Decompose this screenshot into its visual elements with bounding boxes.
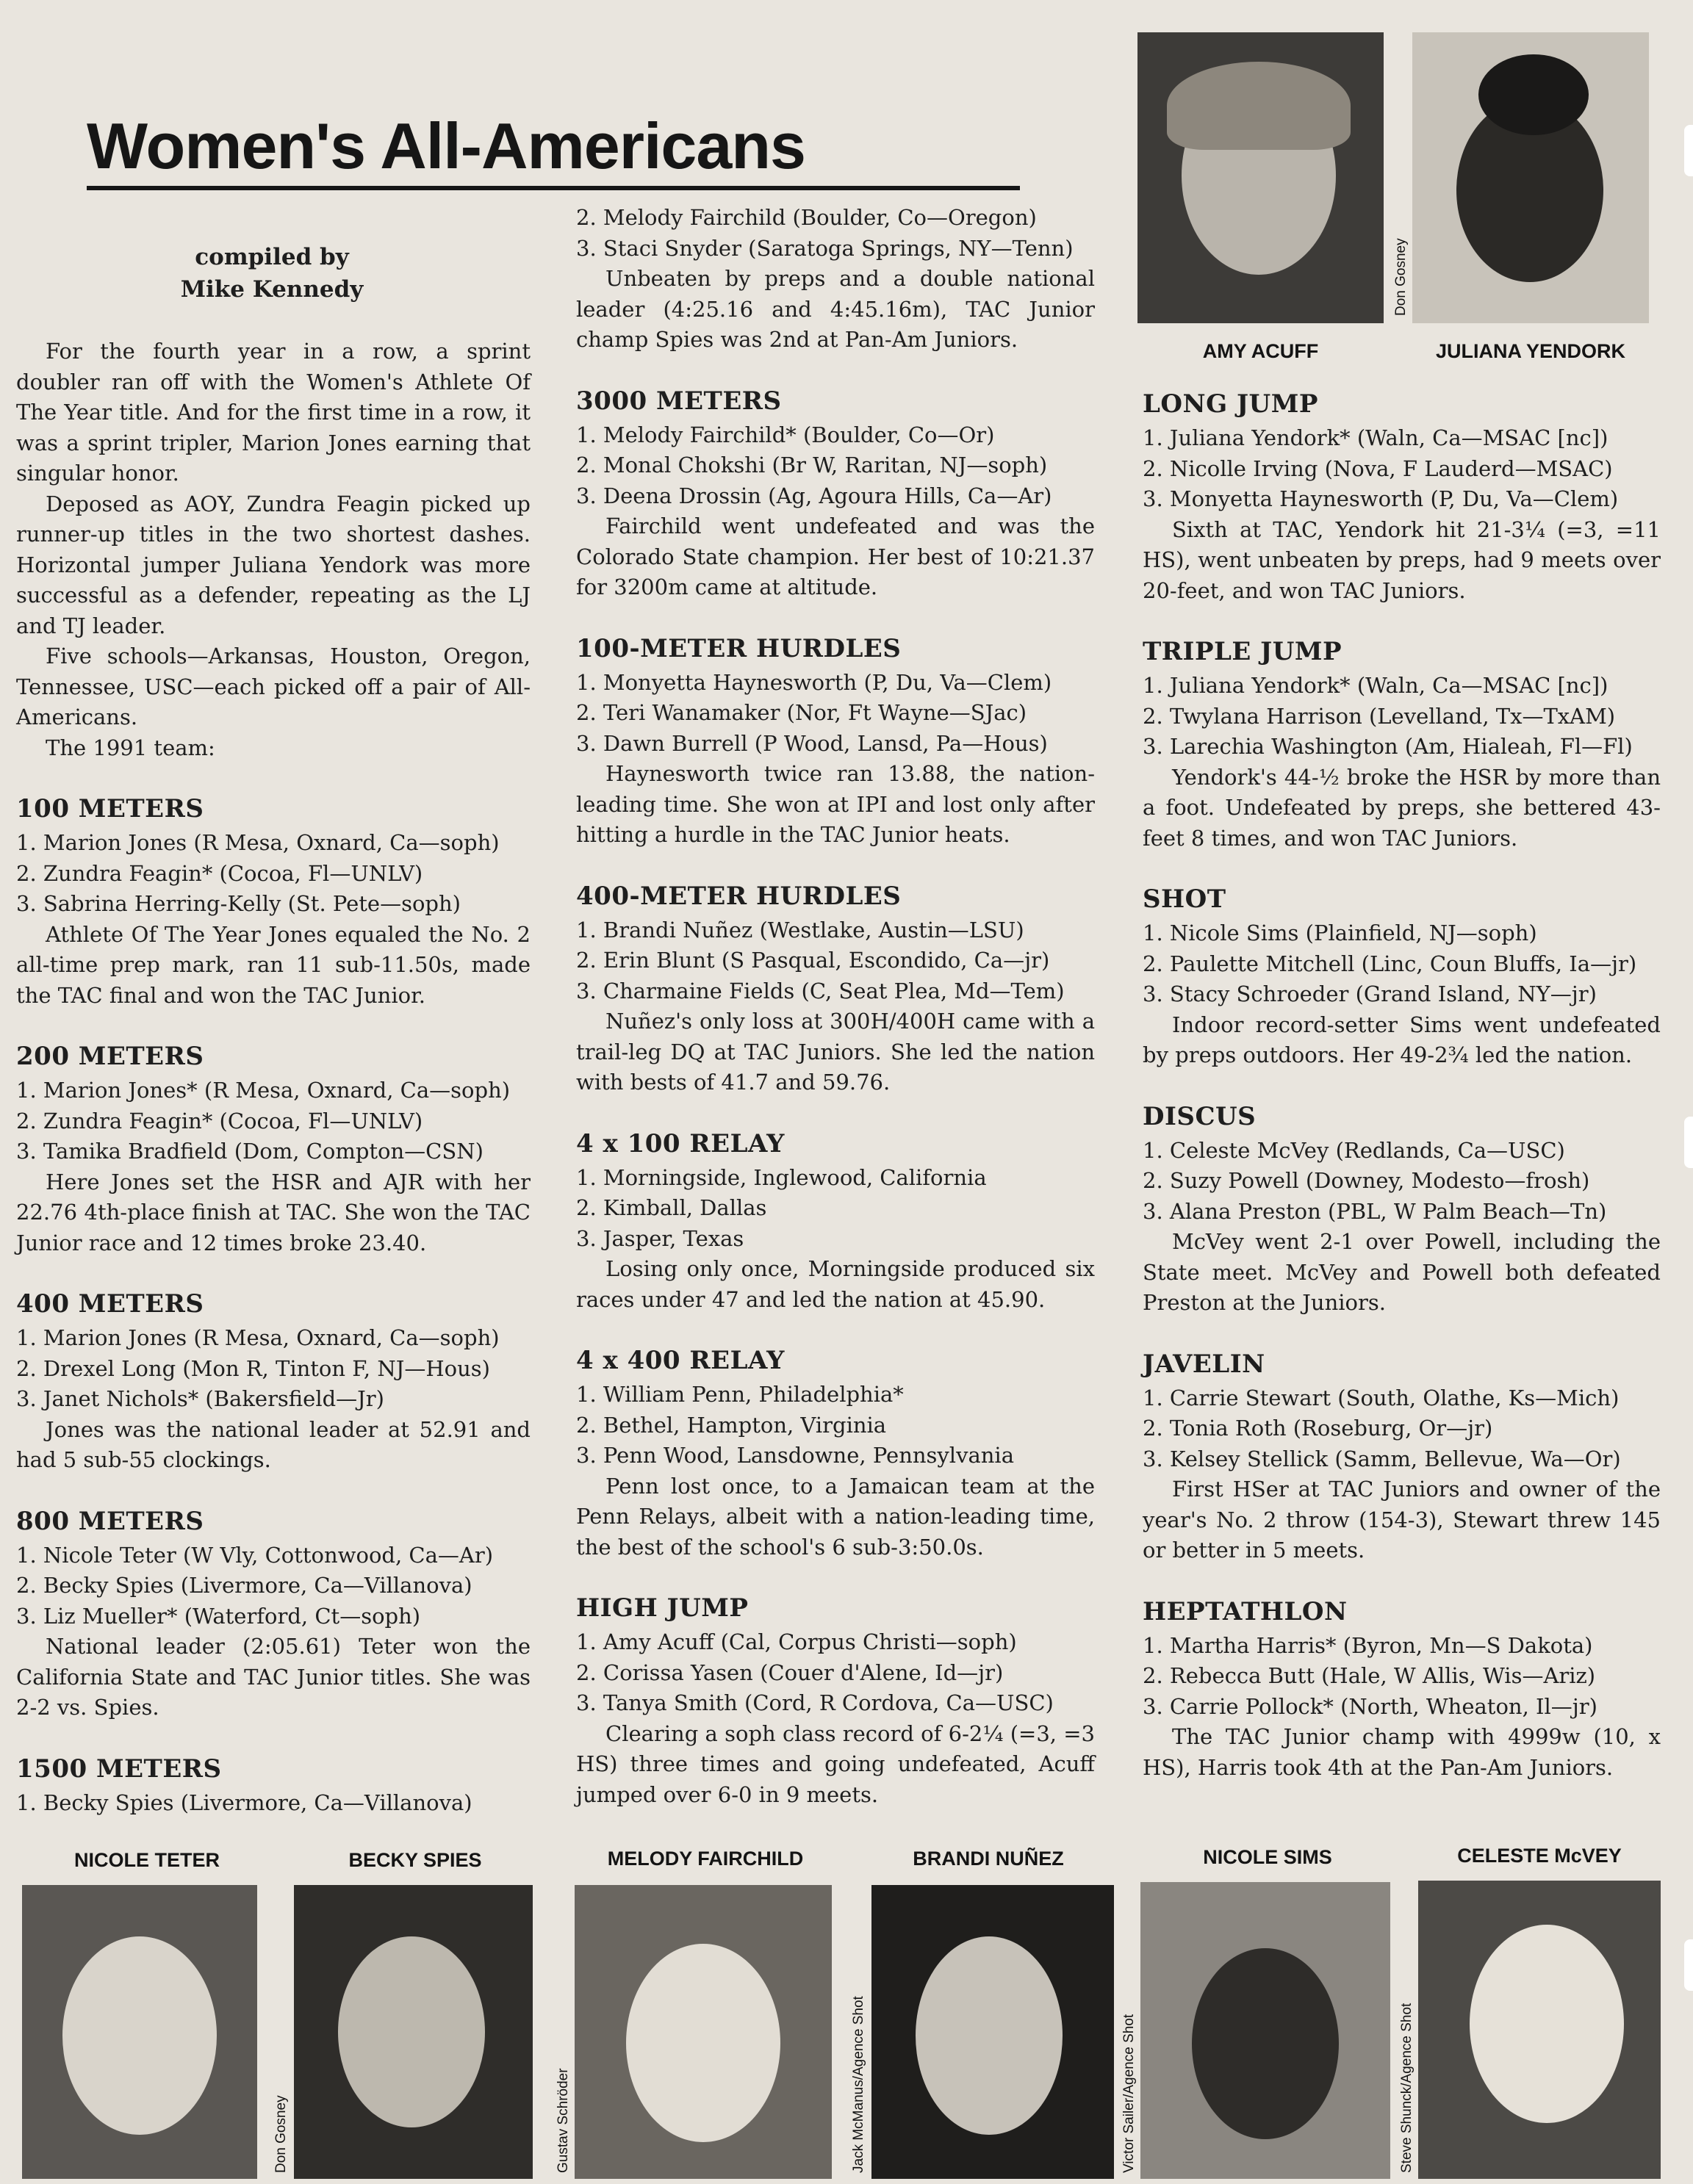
photo-nicole-teter <box>22 1885 257 2179</box>
portrait-face <box>1470 1925 1624 2123</box>
result-entry: 2. Nicolle Irving (Nova, F Lauderd—MSAC) <box>1143 455 1613 481</box>
event-note: Fairchild went undefeated and was the Colorado State champion. Her best of 10:21.37 for 3200m came at altitude. <box>576 513 1095 599</box>
caption-celeste-mcvey: CELESTE McVEY <box>1457 1845 1622 1867</box>
caption-amy-acuff: AMY ACUFF <box>1202 340 1319 362</box>
photo-credit: Steve Shunck/Agence Shot <box>1399 2003 1415 2173</box>
result-entry: 1. Marion Jones* (R Mesa, Oxnard, Ca—soph) <box>16 1078 511 1103</box>
caption-nicole-teter: NICOLE TETER <box>73 1849 220 1871</box>
event-note: Penn lost once, to a Jamaican team at the Penn Relays, albeit with a nation-leading time, the best of the school's 6 sub-3:50.0s. <box>576 1473 1095 1560</box>
caption-brandi-nunez: BRANDI NUÑEZ <box>913 1848 1064 1870</box>
result-entry: 3. Dawn Burrell (P Wood, Lansd, Pa—Hous) <box>576 730 1048 756</box>
result-entry: 1. Morningside, Inglewood, California <box>576 1164 987 1190</box>
event-discus <box>1143 1100 1661 1319</box>
intro-paragraph: Five schools—Arkansas, Houston, Oregon, Tennessee, USC—each picked off a pair of All-Americans. <box>16 644 531 729</box>
result-entry: 2. Drexel Long (Mon R, Tinton F, NJ—Hous) <box>16 1355 490 1381</box>
event-note: Here Jones set the HSR and AJR with her 22.76 4th-place finish at TAC. She won the TAC Junior race and 12 times broke 23.40. <box>16 1169 531 1255</box>
result-entry: 1. Celeste McVey (Redlands, Ca—USC) <box>1143 1137 1565 1163</box>
result-entry: 1. Juliana Yendork* (Waln, Ca—MSAC [nc]) <box>1143 673 1608 698</box>
photo-celeste-mcvey <box>1418 1881 1661 2179</box>
result-entry: 2. Zundra Feagin* (Cocoa, Fl—UNLV) <box>16 1108 423 1134</box>
event-400m <box>16 1288 531 1476</box>
event-note: Clearing a soph class record of 6-2¼ (=3, =3 HS) three times and going undefeated, Acuff jumped over 6-0 in 9 meets. <box>576 1720 1095 1807</box>
event-note: Jones was the national leader at 52.91 and had 5 sub-55 clockings. <box>16 1416 531 1472</box>
byline <box>103 241 441 306</box>
result-entry: 1. Nicole Teter (W Vly, Cottonwood, Ca—Ar) <box>16 1542 494 1568</box>
event-3000m <box>576 385 1095 603</box>
event-heading: 100 METERS <box>16 794 204 823</box>
result-entry: 1. Marion Jones (R Mesa, Oxnard, Ca—soph) <box>16 1325 500 1350</box>
intro-paragraph: For the fourth year in a row, a sprint doubler ran off with the Women's Athlete Of The Year title. And for the first time in a row, it was a sprint tripler, Marion Jones earning that singular honor. <box>16 339 531 486</box>
result-entry: 3. Alana Preston (PBL, W Palm Beach—Tn) <box>1143 1198 1607 1224</box>
portrait-hair <box>1167 62 1351 150</box>
event-note: Yendork's 44-½ broke the HSR by more than a foot. Undefeated by preps, she bettered 43-feet 8 times, and won TAC Juniors. <box>1143 764 1661 851</box>
result-entry: 3. Charmaine Fields (C, Seat Plea, Md—Tem) <box>576 978 1065 1003</box>
result-entry: 1. Amy Acuff (Cal, Corpus Christi—soph) <box>576 1629 1017 1654</box>
result-entry: 2. Tonia Roth (Roseburg, Or—jr) <box>1143 1416 1493 1441</box>
event-heading: JAVELIN <box>1143 1349 1265 1379</box>
event-heading: HIGH JUMP <box>576 1593 749 1623</box>
event-heading: DISCUS <box>1143 1101 1257 1131</box>
event-heading: 4 x 400 RELAY <box>576 1346 785 1375</box>
result-entry: 1. Marion Jones (R Mesa, Oxnard, Ca—soph) <box>16 830 500 855</box>
event-heading: SHOT <box>1143 884 1226 914</box>
photo-brandi-nunez <box>871 1885 1114 2179</box>
event-heading: 3000 METERS <box>576 386 782 416</box>
event-note: Haynesworth twice ran 13.88, the nation-leading time. She won at IPI and lost only after hitting a hurdle in the TAC Junior heats. <box>576 761 1095 847</box>
result-entry: 1. Juliana Yendork* (Waln, Ca—MSAC [nc]) <box>1143 425 1608 450</box>
event-heading: 800 METERS <box>16 1506 204 1536</box>
event-note: Athlete Of The Year Jones equaled the No. 2 all-time prep mark, ran 11 sub-11.50s, made the TAC final and won the TAC Junior. <box>16 921 531 1008</box>
result-entry: 3. Tanya Smith (Cord, R Cordova, Ca—USC) <box>576 1690 1054 1715</box>
photo-credit: Don Gosney <box>1393 238 1409 316</box>
event-long-jump <box>1143 388 1661 606</box>
result-entry: 1. Monyetta Haynesworth (P, Du, Va—Clem) <box>576 669 1052 695</box>
event-heptathlon <box>1143 1596 1661 1784</box>
byline-author: Mike Kennedy <box>180 276 364 303</box>
event-800m <box>16 1505 531 1723</box>
result-entry: 2. Rebecca Butt (Hale, W Allis, Wis—Ariz) <box>1143 1663 1596 1688</box>
result-entry: 3. Tamika Bradfield (Dom, Compton—CSN) <box>16 1139 484 1164</box>
result-entry: 3. Kelsey Stellick (Samm, Bellevue, Wa—Or) <box>1143 1446 1621 1471</box>
event-4x100-relay <box>576 1128 1095 1316</box>
photo-credit: Victor Sailer/Agence Shot <box>1121 2014 1137 2173</box>
event-triple-jump <box>1143 635 1661 854</box>
result-entry: 3. Monyetta Haynesworth (P, Du, Va—Clem) <box>1143 486 1619 511</box>
result-entry: 3. Sabrina Herring-Kelly (St. Pete—soph) <box>16 891 461 916</box>
event-1500m <box>16 1753 531 1819</box>
result-entry: 2. Melody Fairchild (Boulder, Co—Oregon) <box>576 205 1037 230</box>
photo-melody-fairchild <box>575 1885 832 2179</box>
event-heading: 400 METERS <box>16 1289 204 1319</box>
event-heading: HEPTATHLON <box>1143 1596 1348 1626</box>
event-400m-hurdles <box>576 880 1095 1098</box>
result-entry: 1. Nicole Sims (Plainfield, NJ—soph) <box>1143 920 1537 945</box>
event-heading: 4 x 100 RELAY <box>576 1128 785 1158</box>
result-entry: 1. Martha Harris* (Byron, Mn—S Dakota) <box>1143 1632 1593 1658</box>
portrait-hair <box>1478 54 1589 135</box>
result-entry: 2. Becky Spies (Livermore, Ca—Villanova) <box>16 1573 472 1598</box>
event-100m <box>16 793 531 1011</box>
event-high-jump <box>576 1592 1095 1810</box>
intro-paragraph: Deposed as AOY, Zundra Feagin picked up runner-up titles in the two shortest dashes. Horizontal jumper Juliana Yendork was more successful as a defender, repeating as the LJ and TJ leader. <box>16 491 531 638</box>
event-heading: 400-METER HURDLES <box>576 881 902 911</box>
photo-juliana-yendork <box>1412 32 1649 323</box>
byline-label: compiled by <box>195 244 349 270</box>
event-heading: TRIPLE JUMP <box>1143 637 1342 666</box>
result-entry: 2. Paulette Mitchell (Linc, Coun Bluffs, Ia—jr) <box>1143 951 1637 976</box>
event-heading: LONG JUMP <box>1143 389 1318 419</box>
result-entry: 1. Brandi Nuñez (Westlake, Austin—LSU) <box>576 917 1024 943</box>
caption-juliana-yendork: JULIANA YENDORK <box>1435 340 1626 362</box>
event-note: Nuñez's only loss at 300H/400H came with a trail-leg DQ at TAC Juniors. She led the nation with bests of 41.7 and 59.76. <box>576 1009 1095 1095</box>
event-4x400-relay <box>576 1344 1095 1563</box>
result-entry: 3. Penn Wood, Lansdowne, Pennsylvania <box>576 1443 1015 1468</box>
result-entry: 1. William Penn, Philadelphia* <box>576 1382 904 1407</box>
result-entry: 3. Deena Drossin (Ag, Agoura Hills, Ca—Ar) <box>576 483 1052 508</box>
result-entry: 3. Janet Nichols* (Bakersfield—Jr) <box>16 1386 384 1411</box>
photo-amy-acuff <box>1137 32 1384 323</box>
photo-becky-spies <box>294 1885 533 2179</box>
event-note: Indoor record-setter Sims went undefeated by preps outdoors. Her 49-2¾ led the nation. <box>1143 1012 1661 1067</box>
result-entry: 2. Bethel, Hampton, Virginia <box>576 1412 887 1438</box>
photo-credit: Don Gosney <box>273 2095 289 2173</box>
result-entry: 1. Carrie Stewart (South, Olathe, Ks—Mich) <box>1143 1385 1620 1410</box>
photo-credit: Jack McManus/Agence Shot <box>851 1996 866 2173</box>
result-entry: 3. Staci Snyder (Saratoga Springs, NY—Tenn) <box>576 235 1074 261</box>
event-200m <box>16 1040 531 1258</box>
event-note: Unbeaten by preps and a double national leader (4:25.16 and 4:45.16m), TAC Junior champ Spies was 2nd at Pan-Am Juniors. <box>576 266 1095 352</box>
result-entry: 1. Melody Fairchild* (Boulder, Co—Or) <box>576 422 995 447</box>
result-entry: 2. Zundra Feagin* (Cocoa, Fl—UNLV) <box>16 860 423 886</box>
event-note: National leader (2:05.61) Teter won the California State and TAC Junior titles. She was 2-2 vs. Spies. <box>16 1634 531 1720</box>
event-100m-hurdles <box>576 633 1095 851</box>
portrait-face <box>338 1936 485 2127</box>
event-note: Losing only once, Morningside produced six races under 47 and led the nation at 45.90. <box>576 1256 1095 1312</box>
event-shot <box>1143 883 1661 1071</box>
column-2 <box>576 203 1095 1810</box>
result-entry: 3. Jasper, Texas <box>576 1225 744 1251</box>
result-entry: 2. Suzy Powell (Downey, Modesto—frosh) <box>1143 1168 1590 1193</box>
event-note: The TAC Junior champ with 4999w (10, x HS), Harris took 4th at the Pan-Am Juniors. <box>1143 1724 1661 1780</box>
photo-credit: Gustav Schröder <box>556 2068 571 2173</box>
portrait-face <box>626 1944 780 2142</box>
caption-nicole-sims: NICOLE SIMS <box>1203 1846 1332 1868</box>
caption-becky-spies: BECKY SPIES <box>348 1849 482 1871</box>
result-entry: 3. Liz Mueller* (Waterford, Ct—soph) <box>16 1603 421 1629</box>
result-entry: 3. Larechia Washington (Am, Hialeah, Fl—Fl) <box>1143 734 1633 759</box>
result-entry: 2. Twylana Harrison (Levelland, Tx—TxAM) <box>1143 703 1616 729</box>
portrait-face <box>916 1936 1063 2135</box>
result-entry: 3. Stacy Schroeder (Grand Island, NY—jr) <box>1143 981 1597 1006</box>
result-entry: 2. Teri Wanamaker (Nor, Ft Wayne—SJac) <box>576 700 1027 725</box>
event-javelin <box>1143 1348 1661 1566</box>
event-heading: 1500 METERS <box>16 1754 222 1784</box>
result-entry: 3. Carrie Pollock* (North, Wheaton, Il—jr) <box>1143 1693 1597 1719</box>
event-heading: 200 METERS <box>16 1042 204 1071</box>
event-note: McVey went 2-1 over Powell, including the State meet. McVey and Powell both defeated Preston at the Juniors. <box>1143 1229 1661 1315</box>
column-3 <box>1143 388 1661 1783</box>
photo-nicole-sims <box>1140 1882 1390 2179</box>
event-heading: 100-METER HURDLES <box>576 633 902 663</box>
portrait-face <box>1192 1948 1339 2139</box>
result-entry: 2. Corissa Yasen (Couer d'Alene, Id—jr) <box>576 1659 1004 1685</box>
page-title: Women's All-Americans <box>87 109 1020 190</box>
intro-paragraph: The 1991 team: <box>46 735 215 760</box>
portrait-face <box>62 1936 217 2135</box>
result-entry: 1. Becky Spies (Livermore, Ca—Villanova) <box>16 1790 472 1815</box>
result-entry: 2. Kimball, Dallas <box>576 1195 767 1220</box>
result-entry: 2. Monal Chokshi (Br W, Raritan, NJ—soph) <box>576 453 1048 477</box>
caption-melody-fairchild: MELODY FAIRCHILD <box>607 1848 804 1870</box>
event-note: First HSer at TAC Juniors and owner of the year's No. 2 throw (154-3), Stewart threw 145 or better in 5 meets. <box>1143 1477 1661 1563</box>
event-note: Sixth at TAC, Yendork hit 21-3¼ (=3, =11 HS), went unbeaten by preps, had 9 meets over 20-feet, and won TAC Juniors. <box>1143 516 1661 603</box>
result-entry: 2. Erin Blunt (S Pasqual, Escondido, Ca—jr) <box>576 948 1050 973</box>
column-1 <box>16 336 531 1818</box>
